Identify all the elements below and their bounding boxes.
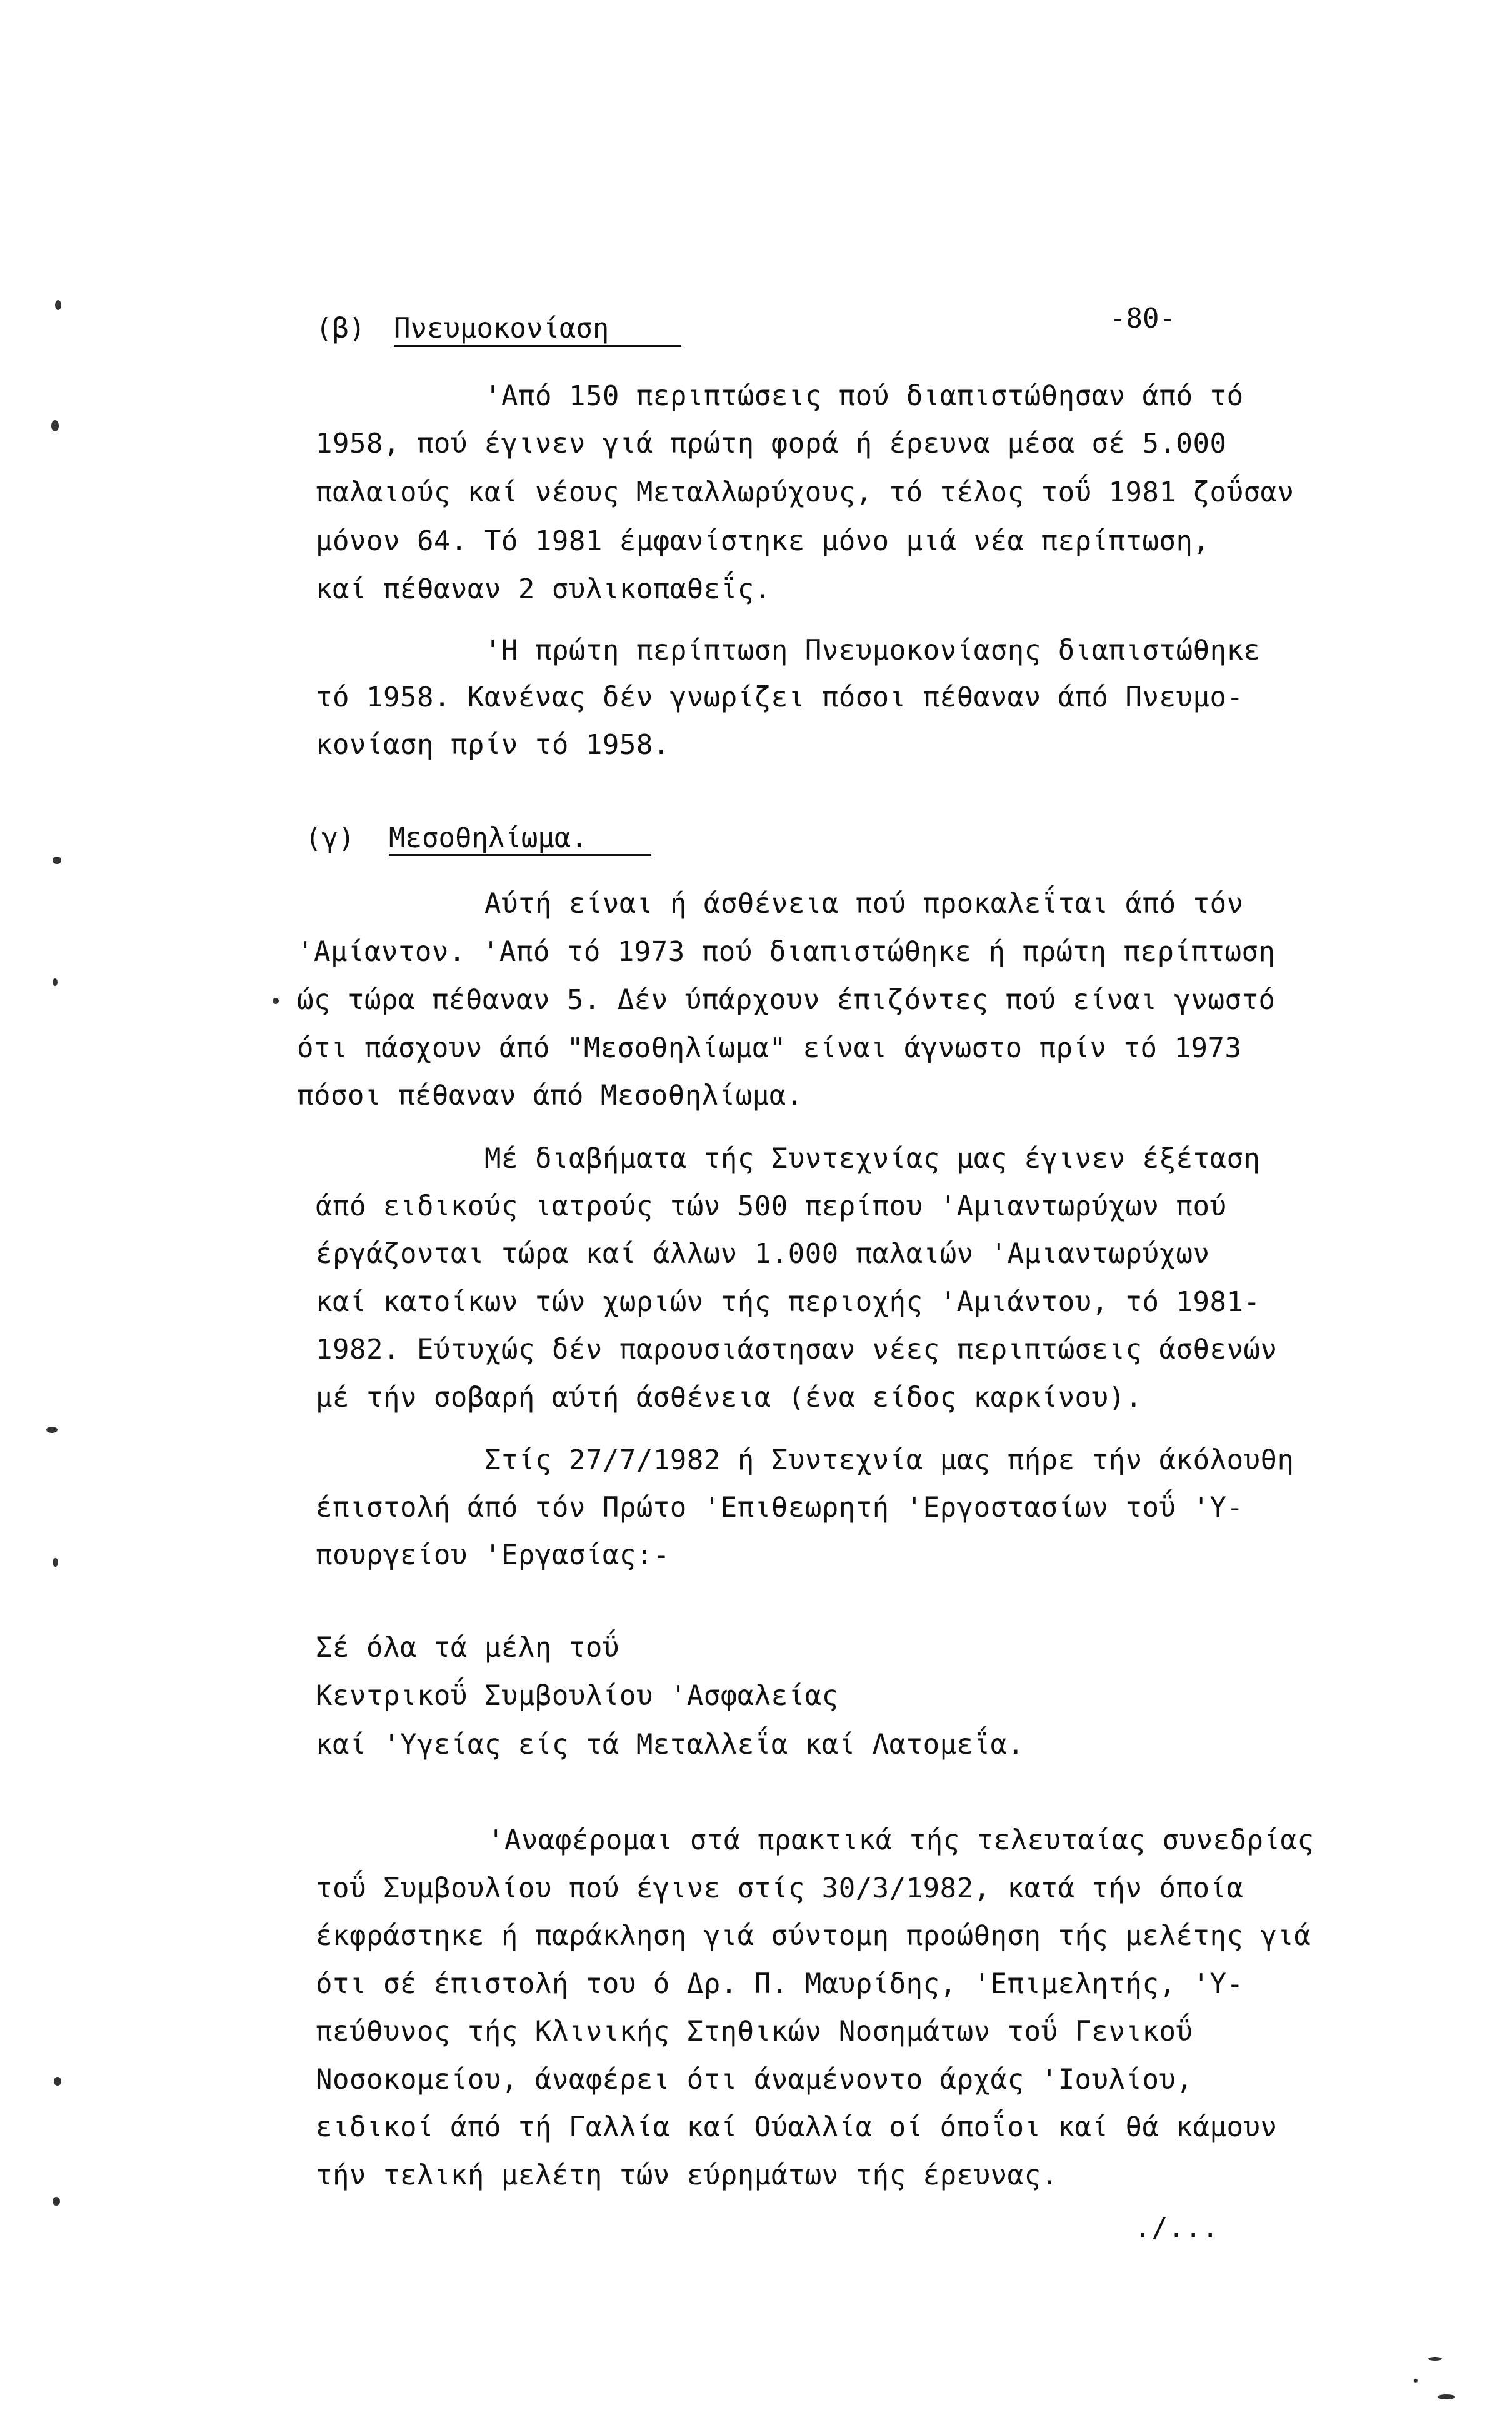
text-line: ότι πάσχουν άπό "Μεσοθηλίωμα" είναι άγνωστο πρίν τό 1973 (297, 1032, 1242, 1064)
scan-speck (46, 1427, 58, 1433)
text-line: Νοσοκομείου, άναφέρει ότι άναμένοντο άρχάς 'Ιουλίου, (316, 2064, 1193, 2096)
text-line: πουργείου 'Εργασίας:- (316, 1539, 670, 1571)
text-line: καί κατοίκων τών χωριών τής περιοχής 'Αμιάντου, τό 1981- (316, 1286, 1261, 1318)
scan-speck (273, 998, 279, 1004)
section-g-marker: (γ) (305, 822, 355, 854)
text-line: έπιστολή άπό τόν Πρώτο 'Επιθεωρητή 'Εργοστασίων τοΰ 'Υ- (316, 1492, 1244, 1524)
text-line: άπό ειδικούς ιατρούς τών 500 περίπου 'Αμιαντωρύχων πού (316, 1190, 1227, 1222)
section-g-title: Μεσοθηλίωμα. (389, 822, 588, 854)
section-b-underline (394, 345, 681, 347)
text-line: ότι σέ έπιστολή του ό Δρ. Π. Μαυρίδης, 'Επιμελητής, 'Υ- (316, 1968, 1244, 2000)
scan-speck (54, 2077, 61, 2086)
text-line: 'Η πρώτη περίπτωση Πνευμοκονίασης διαπιστώθηκε (484, 635, 1261, 666)
text-line: 'Από 150 περιπτώσεις πού διαπιστώθησαν άπό τό (484, 380, 1244, 412)
text-line: κονίαση πρίν τό 1958. (316, 729, 670, 761)
text-line: 'Αμίαντον. 'Από τό 1973 πού διαπιστώθηκε ή πρώτη περίπτωση (297, 936, 1276, 968)
text-line: πόσοι πέθαναν άπό Μεσοθηλίωμα. (297, 1080, 803, 1112)
section-g-underline (389, 854, 651, 856)
text-line: μόνον 64. Τό 1981 έμφανίστηκε μόνο μιά νέα περίπτωση, (316, 525, 1210, 557)
salutation-line: Κεντρικοΰ Συμβουλίου 'Ασφαλείας (316, 1680, 839, 1712)
text-line: τοΰ Συμβουλίου πού έγινε στίς 30/3/1982, κατά τήν όποία (316, 1872, 1244, 1904)
continuation-mark: ./... (1134, 2212, 1219, 2244)
scan-speck (53, 2197, 60, 2206)
salutation-line: Σέ όλα τά μέλη τοΰ (316, 1632, 619, 1664)
scan-speck (51, 420, 59, 431)
text-line: ειδικοί άπό τή Γαλλία καί Ούαλλία οί όποΐοι καί θά κάμουν (316, 2111, 1278, 2143)
text-line: παλαιούς καί νέους Μεταλλωρύχους, τό τέλος τοΰ 1981 ζοΰσαν (316, 476, 1294, 508)
scan-speck (53, 978, 58, 986)
text-line: μέ τήν σοβαρή αύτή άσθένεια (ένα είδος καρκίνου). (316, 1382, 1143, 1414)
section-b-marker: (β) (316, 313, 366, 344)
section-b-title: Πνευμοκονίαση (394, 313, 609, 344)
scan-speck (53, 1558, 58, 1567)
text-line: τήν τελική μελέτη τών εύρημάτων τής έρευνας. (316, 2159, 1058, 2191)
scan-speck (1438, 2394, 1455, 2399)
text-line: τό 1958. Κανένας δέν γνωρίζει πόσοι πέθαναν άπό Πνευμο- (316, 681, 1244, 713)
text-line: έκφράστηκε ή παράκληση γιά σύντομη προώθηση τής μελέτης γιά (316, 1920, 1311, 1952)
text-line: 1958, πού έγινεν γιά πρώτη φορά ή έρευνα μέσα σέ 5.000 (316, 428, 1227, 460)
text-line: έργάζονται τώρα καί άλλων 1.000 παλαιών 'Αμιαντωρύχων (316, 1238, 1210, 1270)
text-line: Μέ διαβήματα τής Συντεχνίας μας έγινεν έξέταση (484, 1143, 1261, 1175)
text-line: Στίς 27/7/1982 ή Συντεχνία μας πήρε τήν άκόλουθη (484, 1444, 1294, 1476)
text-line: Αύτή είναι ή άσθένεια πού προκαλεΐται άπό τόν (484, 888, 1244, 920)
text-line: ώς τώρα πέθαναν 5. Δέν ύπάρχουν έπιζόντες πού είναι γνωστό (297, 984, 1276, 1016)
scan-speck (53, 857, 61, 864)
text-line: καί πέθαναν 2 συλικοπαθεΐς. (316, 573, 771, 605)
text-line: πεύθυνος τής Κλινικής Στηθικών Νοσημάτων τοΰ Γενικοΰ (316, 2016, 1193, 2048)
text-line: 1982. Εύτυχώς δέν παρουσιάστησαν νέες περιπτώσεις άσθενών (316, 1334, 1278, 1365)
scan-speck (1414, 2379, 1418, 2383)
salutation-line: καί 'Υγείας είς τά Μεταλλεΐα καί Λατομεΐα. (316, 1729, 1024, 1761)
page-number: -80- (1109, 303, 1176, 334)
scan-speck (55, 300, 61, 310)
text-line: 'Αναφέρομαι στά πρακτικά τής τελευταίας συνεδρίας (488, 1824, 1314, 1856)
scan-speck (1428, 2357, 1442, 2361)
